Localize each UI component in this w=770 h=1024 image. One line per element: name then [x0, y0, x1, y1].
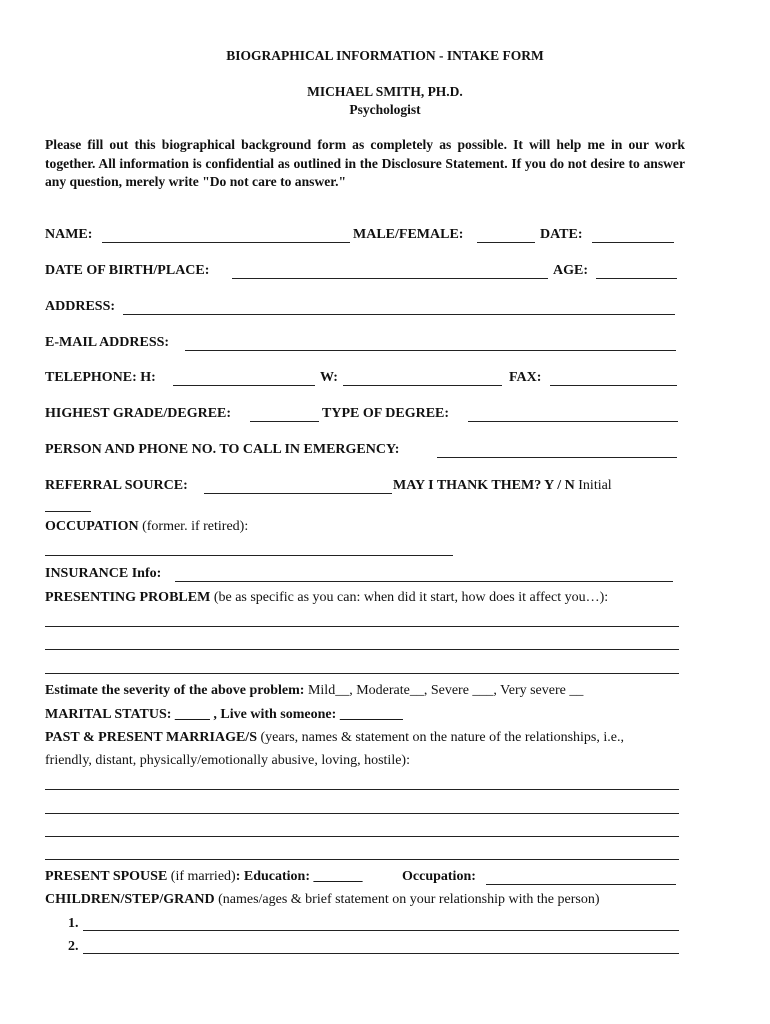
child-1-label: 1.: [68, 916, 79, 931]
psychologist-name: MICHAEL SMITH, PH.D.: [307, 84, 463, 99]
education-field[interactable]: _______: [313, 869, 363, 884]
child-2-label: 2.: [68, 939, 79, 954]
fax-label: FAX:: [509, 370, 542, 385]
spouse-occupation-field[interactable]: [486, 884, 676, 885]
problem-note: (be as specific as you can: when did it start, how does it affect you…):: [210, 590, 609, 605]
address-label: ADDRESS:: [45, 299, 116, 314]
marital-field[interactable]: _____: [174, 707, 210, 722]
marital-label: MARITAL STATUS:: [45, 707, 172, 722]
child-2-field[interactable]: [83, 953, 679, 954]
dob-field[interactable]: [232, 278, 548, 279]
problem-line-1[interactable]: [45, 626, 679, 627]
child-1-field[interactable]: [83, 930, 679, 931]
age-field[interactable]: [596, 278, 677, 279]
problem-line-3[interactable]: [45, 673, 679, 674]
problem-label: PRESENTING PROBLEM: [45, 590, 211, 605]
name-label: NAME:: [45, 227, 93, 242]
psychologist-role: Psychologist: [349, 102, 421, 117]
referral-field[interactable]: [204, 493, 392, 494]
work-phone-field[interactable]: [343, 385, 502, 386]
email-field[interactable]: [185, 350, 676, 351]
age-label: AGE:: [553, 263, 588, 278]
address-field[interactable]: [123, 314, 675, 315]
date-field[interactable]: [592, 242, 674, 243]
telephone-label: TELEPHONE: H:: [45, 370, 156, 385]
work-phone-label: W:: [320, 370, 338, 385]
live-label: , Live with someone:: [213, 707, 337, 722]
marriages-line-4[interactable]: [45, 859, 679, 860]
occupation-label: OCCUPATION: [45, 519, 139, 534]
emergency-label: PERSON AND PHONE NO. TO CALL IN EMERGENCY:: [45, 442, 400, 457]
thank-label: MAY I THANK THEM? Y / N: [393, 478, 575, 493]
spouse-note: (if married): [167, 869, 236, 884]
spouse-label: PRESENT SPOUSE: [45, 869, 168, 884]
marriages-line-1[interactable]: [45, 789, 679, 790]
marriages-note: (years, names & statement on the nature of the relationships, i.e.,: [256, 730, 624, 745]
grade-label: HIGHEST GRADE/DEGREE:: [45, 406, 232, 421]
email-label: E-MAIL ADDRESS:: [45, 335, 170, 350]
children-label: CHILDREN/STEP/GRAND: [45, 892, 215, 907]
degree-type-field[interactable]: [468, 421, 678, 422]
sex-field[interactable]: [477, 242, 535, 243]
severity-label: Estimate the severity of the above problem:: [45, 683, 305, 698]
form-title: BIOGRAPHICAL INFORMATION - INTAKE FORM: [226, 48, 544, 63]
dob-label: DATE OF BIRTH/PLACE:: [45, 263, 210, 278]
initial-field[interactable]: [45, 511, 91, 512]
intro-paragraph: Please fill out this biographical background form as completely as possible. It will help me in our work together. All information is confidential as outlined in the Disclosure Statement. If you do not desire to answer any question, merely write "Do not care to answer.": [45, 137, 685, 189]
name-field[interactable]: [102, 242, 350, 243]
marriages-line-2[interactable]: [45, 813, 679, 814]
fax-field[interactable]: [550, 385, 677, 386]
occupation-field[interactable]: [45, 555, 453, 556]
marriages-note-continued: friendly, distant, physically/emotionally abusive, loving, hostile):: [45, 753, 410, 768]
children-note: (names/ages & brief statement on your relationship with the person): [214, 892, 600, 907]
emergency-field[interactable]: [437, 457, 677, 458]
spouse-occupation-label: Occupation:: [402, 869, 476, 884]
live-field[interactable]: _________: [339, 707, 403, 722]
severity-options[interactable]: Mild__, Moderate__, Severe ___, Very severe __: [304, 683, 584, 698]
problem-line-2[interactable]: [45, 649, 679, 650]
marriages-line-3[interactable]: [45, 836, 679, 837]
insurance-field[interactable]: [175, 581, 673, 582]
home-phone-field[interactable]: [173, 385, 315, 386]
education-label: : Education:: [235, 869, 310, 884]
degree-type-label: TYPE OF DEGREE:: [322, 406, 450, 421]
insurance-label: INSURANCE Info:: [45, 566, 162, 581]
grade-field[interactable]: [250, 421, 319, 422]
marriages-label: PAST & PRESENT MARRIAGE/S: [45, 730, 257, 745]
date-label: DATE:: [540, 227, 583, 242]
referral-label: REFERRAL SOURCE:: [45, 478, 188, 493]
occupation-note: (former. if retired):: [138, 519, 249, 534]
initial-label: Initial: [574, 478, 612, 493]
sex-label: MALE/FEMALE:: [353, 227, 464, 242]
